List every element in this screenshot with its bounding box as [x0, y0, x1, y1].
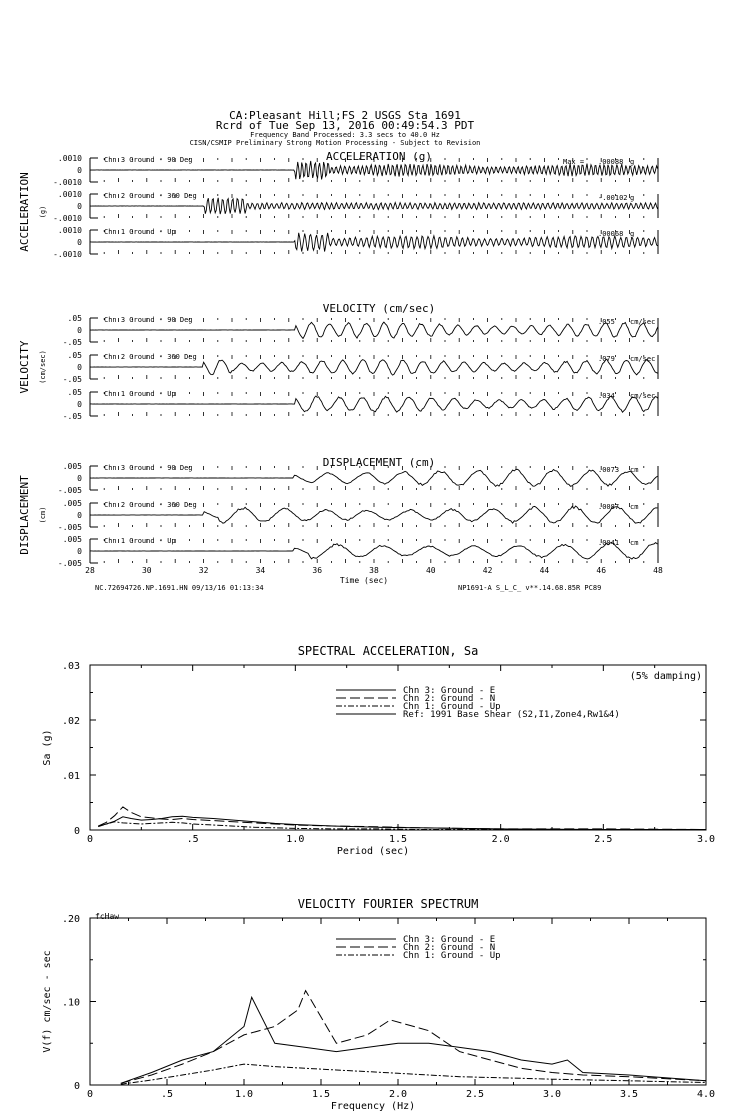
y-tick-label: .10	[61, 997, 80, 1009]
channel-max-value: .079	[598, 355, 615, 363]
x-tick-label: 0	[86, 1089, 94, 1100]
time-tick-label: 46	[596, 566, 607, 575]
channel-y-tick-label: 0	[77, 511, 82, 520]
channel-name: Chn 1 Ground - Up	[104, 228, 176, 236]
time-tick-label: 42	[482, 566, 493, 575]
channel-y-tick-label: -.05	[62, 412, 82, 421]
channel-y-tick-label: 0	[77, 202, 82, 211]
channel-name: Chn 3 Ground - 90 Deg	[104, 464, 193, 472]
y-tick-label: 0	[73, 826, 80, 837]
channel-y-tick-label: -.0010	[53, 178, 82, 187]
header-processing-note: CISN/CSMIP Preliminary Strong Motion Processing - Subject to Revision	[189, 139, 481, 147]
footer-processing-id: NP1691-A S_L_C_ v**.14.68.85R PC89	[458, 584, 602, 592]
time-tick-label: 34	[255, 566, 266, 575]
panel-title: ACCELERATION (g)	[326, 150, 432, 163]
channel-max-value: -.00102	[598, 194, 628, 202]
plot-title: VELOCITY FOURIER SPECTRUM	[297, 897, 479, 911]
channel-max-unit: cm/sec	[630, 392, 656, 400]
panel-title: VELOCITY (cm/sec)	[322, 302, 436, 315]
channel-name: Chn 2 Ground - 360 Deg	[104, 501, 197, 509]
channel-y-tick-label: .005	[62, 462, 82, 471]
y-tick-label: .03	[61, 661, 80, 672]
header-frequency-band: Frequency Band Processed: 3.3 secs to 40.0 Hz	[250, 131, 440, 139]
x-tick-label: 2.0	[388, 1089, 408, 1100]
x-tick-label: .5	[186, 834, 199, 845]
x-axis-label: Frequency (Hz)	[330, 1101, 416, 1112]
channel-y-tick-label: .0010	[57, 154, 82, 163]
x-tick-label: 1.5	[311, 1089, 331, 1100]
time-tick-label: 38	[369, 566, 379, 575]
channel-trace	[90, 322, 658, 338]
channel-y-tick-label: 0	[77, 326, 82, 335]
panel-title: DISPLACEMENT (cm)	[322, 456, 436, 469]
channel-trace	[90, 359, 658, 375]
channel-name: Chn 2 Ground - 360 Deg	[104, 192, 197, 200]
header-station-line: CA:Pleasant Hill;FS 2 USGS Sta 1691	[229, 109, 461, 122]
plot-frame	[90, 665, 706, 830]
legend-label: Chn 3: Ground - E	[403, 935, 496, 945]
y-tick-label: .02	[61, 716, 80, 727]
series-line	[98, 807, 706, 830]
channel-y-tick-label: -.05	[62, 375, 82, 384]
channel-y-tick-label: .05	[67, 351, 82, 360]
channel-y-tick-label: .005	[62, 499, 82, 508]
x-tick-label: 1.0	[286, 834, 305, 845]
channel-y-tick-label: .05	[67, 388, 82, 397]
channel-y-tick-label: -.0010	[53, 214, 82, 223]
record-footer	[95, 584, 601, 592]
x-tick-label: .5	[160, 1089, 174, 1100]
channel-y-tick-label: .05	[67, 314, 82, 323]
channel-trace	[90, 396, 658, 412]
x-tick-label: 3.5	[619, 1089, 639, 1100]
panel-y-label: VELOCITY	[18, 340, 31, 394]
time-tick-label: 28	[85, 566, 95, 575]
legend-label: Ref: 1991 Base Shear (S2,I1,Zone4,Rw1&4)	[403, 710, 620, 720]
channel-y-tick-label: -.005	[57, 559, 82, 568]
panel-y-label: DISPLACEMENT	[18, 475, 31, 555]
y-tick-label: .01	[61, 771, 80, 782]
channel-y-tick-label: 0	[77, 400, 82, 409]
channel-y-tick-label: .0010	[57, 226, 82, 235]
legend-label: Chn 1: Ground - Up	[403, 951, 501, 961]
plot-title: SPECTRAL ACCELERATION, Sa	[297, 644, 479, 658]
channel-y-tick-label: .0010	[57, 190, 82, 199]
channel-y-tick-label: 0	[77, 166, 82, 175]
time-axis-label: Time (sec)	[339, 576, 389, 585]
y-axis-label: V(f) cm/sec - sec	[42, 950, 53, 1053]
channel-max-value: .0041	[598, 539, 620, 547]
channel-max-value: .00088	[598, 158, 624, 166]
channel-y-tick-label: 0	[77, 547, 82, 556]
channel-y-tick-label: 0	[77, 238, 82, 247]
channel-y-tick-label: 0	[77, 474, 82, 483]
legend-label: Chn 2: Ground - N	[403, 943, 496, 953]
channel-trace	[90, 198, 658, 214]
x-tick-label: 2.5	[465, 1089, 485, 1100]
legend-label: Chn 1: Ground - Up	[403, 702, 501, 712]
channel-max-unit: g	[630, 194, 635, 202]
channel-y-tick-label: -.005	[57, 486, 82, 495]
damping-note: (5% damping)	[629, 671, 702, 682]
channel-max-value: .0087	[598, 503, 620, 511]
channel-max-value: .034	[598, 392, 615, 400]
channel-max-label: Max =	[563, 158, 585, 166]
time-tick-label: 44	[539, 566, 550, 575]
x-tick-label: 1.5	[388, 834, 408, 845]
channel-y-tick-label: .005	[62, 535, 82, 544]
y-tick-label: 0	[73, 1081, 80, 1092]
channel-y-tick-label: -.0010	[53, 250, 82, 259]
x-tick-label: 3.0	[696, 834, 716, 845]
channel-max-unit: cm	[630, 539, 639, 547]
channel-max-value: .0073	[598, 466, 620, 474]
panel-y-label: ACCELERATION	[18, 172, 31, 252]
x-tick-label: 3.0	[542, 1089, 562, 1100]
channel-max-value: .055	[598, 318, 615, 326]
panel-y-unit: (cm/sec)	[39, 350, 47, 384]
legend-label: Chn 2: Ground - N	[403, 694, 496, 704]
channel-name: Chn 2 Ground - 360 Deg	[104, 353, 197, 361]
displacement-panel	[18, 456, 663, 585]
channel-name: Chn 1 Ground - Up	[104, 390, 176, 398]
time-tick-label: 40	[425, 566, 436, 575]
velocity-fourier-spectrum-chart	[42, 897, 715, 1112]
channel-y-tick-label: -.05	[62, 338, 82, 347]
channel-max-unit: cm	[630, 466, 639, 474]
series-line	[121, 991, 706, 1084]
channel-max-unit: g	[630, 230, 635, 238]
x-tick-label: 0	[86, 834, 94, 845]
header-record-line: Rcrd of Tue Sep 13, 2016 00:49:54.3 PDT	[215, 119, 475, 132]
channel-name: Chn 3 Ground - 90 Deg	[104, 156, 193, 164]
spectral-acceleration-chart	[42, 644, 715, 857]
acceleration-panel	[18, 150, 658, 259]
panel-y-unit: (cm)	[39, 506, 47, 524]
corner-label: fcHaw	[95, 912, 120, 921]
y-tick-label: .20	[61, 914, 80, 925]
time-tick-label: 30	[141, 566, 152, 575]
x-tick-label: 2.5	[594, 834, 613, 845]
channel-max-unit: g	[630, 158, 635, 166]
footer-record-id: NC.72694726.NP.1691.HN 09/13/16 01:13:34	[95, 584, 264, 592]
channel-max-unit: cm	[630, 503, 639, 511]
time-tick-label: 36	[312, 566, 323, 575]
x-tick-label: 4.0	[696, 1089, 716, 1100]
channel-name: Chn 3 Ground - 90 Deg	[104, 316, 193, 324]
y-axis-label: Sa (g)	[42, 729, 53, 766]
channel-max-value: .00068	[598, 230, 624, 238]
record-header	[190, 109, 481, 147]
velocity-panel	[18, 302, 658, 421]
channel-max-unit: cm/sec	[630, 318, 656, 326]
panel-y-unit: (g)	[39, 205, 47, 219]
x-tick-label: 2.0	[491, 834, 510, 845]
channel-y-tick-label: 0	[77, 363, 82, 372]
x-axis-label: Period (sec)	[336, 846, 410, 857]
time-tick-label: 32	[198, 566, 209, 575]
legend-label: Chn 3: Ground - E	[403, 686, 496, 696]
time-tick-label: 48	[653, 566, 663, 575]
x-tick-label: 1.0	[234, 1089, 254, 1100]
channel-y-tick-label: -.005	[57, 523, 82, 532]
channel-max-unit: cm/sec	[630, 355, 656, 363]
channel-name: Chn 1 Ground - Up	[104, 537, 176, 545]
